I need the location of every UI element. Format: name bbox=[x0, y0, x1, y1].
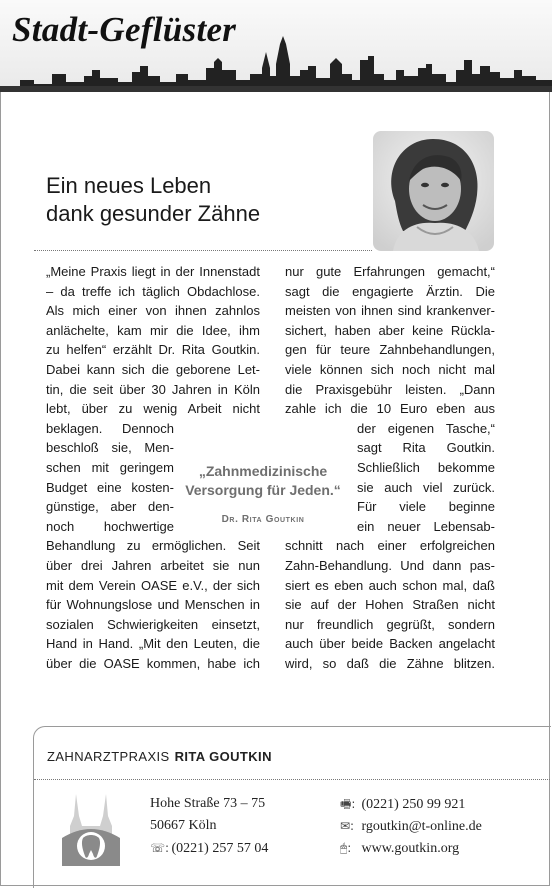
text-line: die Praxisgebühr leisten. „Dann bbox=[285, 381, 495, 397]
practice-owner: RITA GOUTKIN bbox=[174, 749, 272, 764]
text-line: günstige, aber den- bbox=[46, 499, 174, 515]
text-line: beschloß sie, Men- bbox=[46, 440, 174, 456]
practice-label: ZAHNARZTPRAXIS bbox=[47, 749, 170, 764]
text-line: mit dem Verein OASE e.V., der sich bbox=[46, 577, 260, 593]
text-line: noch hochwertige bbox=[46, 518, 174, 534]
mouse-icon: 🖱: bbox=[340, 841, 352, 855]
text-line: ein neuer Lebensab- bbox=[357, 518, 495, 534]
text-line: sichert, haben aber keine Rückla- bbox=[285, 322, 495, 338]
text-line: sagt Rita Goutkin. bbox=[357, 440, 495, 456]
text-line: schnitt nach einer erfolgreichen bbox=[285, 538, 495, 554]
text-line: wird, so daß die Zähne blitzen. bbox=[285, 655, 495, 671]
cathedral-tooth-logo bbox=[62, 786, 120, 866]
text-line: nur freundlich gegrüßt, sondern bbox=[285, 616, 495, 632]
article-headline bbox=[46, 172, 260, 228]
text-line: sozialen Schwierigkeiten einsetzt, bbox=[46, 616, 260, 632]
phone-icon: ☏: bbox=[150, 841, 170, 855]
text-line: „Meine Praxis liegt in der Innenstadt bbox=[46, 264, 260, 279]
text-line: zu helfen“ erzählt Dr. Rita Goutkin. bbox=[46, 342, 260, 358]
masthead-banner bbox=[0, 0, 552, 92]
text-line: siert es eben auch schon mal, daß bbox=[285, 577, 495, 593]
text-line: für Wohnungslose und Menschen in bbox=[46, 597, 260, 613]
text-line: viele können sich noch nicht mal bbox=[285, 361, 495, 377]
headline-line-1: Ein neues Leben bbox=[46, 173, 212, 198]
pull-quote bbox=[175, 462, 351, 525]
pull-quote-line-2: Versorgung für Jeden.“ bbox=[185, 482, 341, 498]
text-line: über drei Jahren arbeitet sie nun bbox=[46, 557, 260, 573]
phone-line bbox=[150, 837, 268, 860]
pull-quote-line-1: „Zahnmedizinische bbox=[198, 463, 328, 479]
website-link[interactable]: www.goutkin.org bbox=[361, 841, 460, 856]
text-line: auch über beide Backen angelacht bbox=[285, 636, 495, 652]
text-line: gen für teure Zahnbehandlungen, bbox=[285, 342, 495, 358]
pull-quote-author: Dr. Rita Goutkin bbox=[221, 514, 305, 525]
text-line: der eigenen Tasche,“ bbox=[357, 420, 495, 436]
fax-icon: 🖷: bbox=[340, 797, 356, 811]
text-line: tin, die seit über 30 Jahren in Köln bbox=[46, 381, 260, 397]
text-line: sie auch viel zurück. bbox=[357, 479, 495, 495]
text-line: Behandlung zu ermöglichen. Seit bbox=[46, 538, 260, 554]
web-line bbox=[340, 837, 459, 860]
masthead-title: Stadt-Geflüster bbox=[12, 10, 237, 49]
text-line: sagt die engagierte Ärztin. Die bbox=[285, 283, 495, 299]
text-line: Budget eine kosten- bbox=[46, 479, 174, 495]
text-line: über die OASE kommen, habe ich bbox=[46, 655, 260, 671]
text-line: schen mit geringem bbox=[46, 459, 174, 475]
text-line: Schließlich bekomme bbox=[357, 459, 495, 475]
text-line: Für viele beginne bbox=[357, 499, 495, 515]
headline-divider bbox=[34, 250, 372, 251]
fax-line bbox=[340, 793, 465, 816]
text-line: zahle ich die 10 Euro eben aus bbox=[285, 401, 495, 417]
email-line bbox=[340, 815, 482, 838]
text-line: Dabei kann sich die geborene Let- bbox=[46, 361, 260, 377]
text-line: lebt, über zu wenig Arbeit nicht bbox=[46, 401, 260, 417]
text-line: nur gute Erfahrungen gemacht,“ bbox=[285, 264, 495, 279]
text-line: Als mich einer von ihnen zahnlos bbox=[46, 303, 260, 319]
practice-name bbox=[47, 749, 272, 764]
portrait-photo bbox=[373, 131, 494, 251]
text-line: meisten von ihnen sind krankenver- bbox=[285, 303, 495, 319]
text-line: Hand in Hand. „Mit den Leuten, die bbox=[46, 636, 260, 652]
headline-line-2: dank gesunder Zähne bbox=[46, 201, 261, 226]
text-line: – da treffe ich täglich Obdachlose. bbox=[46, 283, 260, 299]
fax-number: (0221) 250 99 921 bbox=[361, 797, 466, 812]
phone-number[interactable]: (0221) 257 57 04 bbox=[171, 841, 269, 856]
contact-divider bbox=[34, 779, 550, 780]
text-line: Zahn-Behandlung. Und dann pas- bbox=[285, 557, 495, 573]
address-street: Hohe Straße 73 – 75 bbox=[150, 796, 266, 811]
address-city: 50667 Köln bbox=[150, 818, 217, 833]
text-line: sie auf der Hohen Straßen nicht bbox=[285, 597, 495, 613]
email-link[interactable]: rgoutkin@t-online.de bbox=[361, 819, 482, 834]
email-icon: ✉: bbox=[340, 819, 355, 833]
text-line: beklagen. Dennoch bbox=[46, 420, 174, 436]
text-line: anlächelte, kam mir die Idee, ihm bbox=[46, 322, 260, 338]
